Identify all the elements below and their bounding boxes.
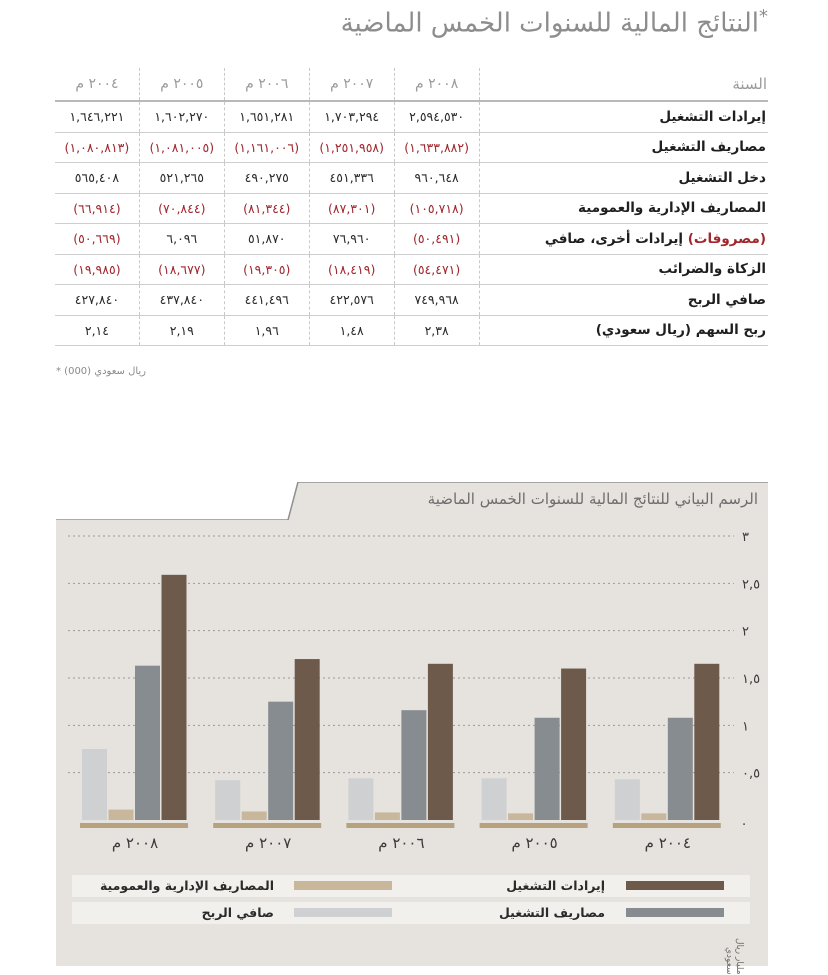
table-cell: ١,٦٤٦,٢٢١ [55, 101, 139, 132]
category-baseline [480, 823, 588, 828]
bar-opex [401, 710, 426, 820]
legend-item-revenue [450, 875, 750, 897]
table-row [55, 132, 768, 163]
table-row [55, 315, 768, 346]
legend-swatch-ga [294, 881, 392, 890]
table-cell: (١,١٦١,٠٠٦) [224, 132, 309, 163]
legend-label-ga: المصاريف الإدارية والعمومية [99, 878, 274, 893]
y-tick-label: ١ [742, 719, 749, 735]
bar-ga [375, 812, 400, 820]
legend-label-opex: مصاريف التشغيل [499, 905, 605, 920]
header-year-2008: ٢٠٠٨ م [394, 68, 479, 101]
row-label [479, 285, 768, 316]
page-title [341, 6, 768, 39]
table-cell: ٧٦,٩٦٠ [309, 224, 394, 255]
header-year-2007: ٢٠٠٧ م [309, 68, 394, 101]
row-label [479, 132, 768, 163]
table-header-row [55, 68, 768, 101]
y-tick-label: ٠,٥ [742, 766, 761, 782]
x-category-label: ٢٠٠٦ م [378, 834, 425, 852]
table-cell: ٧٤٩,٩٦٨ [394, 285, 479, 316]
row-label [479, 254, 768, 285]
table-cell: (١٨,٦٧٧) [139, 254, 224, 285]
bar-net [615, 779, 640, 820]
chart-panel [56, 482, 768, 975]
bar-rev [295, 659, 320, 820]
legend-label-net: صافي الربح [201, 905, 274, 920]
table-cell: ٢,١٤ [55, 315, 139, 346]
table-row [55, 224, 768, 255]
table-cell: ٥١,٨٧٠ [224, 224, 309, 255]
legend-item-ga [72, 875, 412, 897]
bar-ga [641, 813, 666, 820]
table-cell: ٤٢٢,٥٧٦ [309, 285, 394, 316]
table-cell: ٤٩٠,٢٧٥ [224, 163, 309, 194]
y-tick-zero: . [742, 814, 747, 829]
table-cell: (٥٠,٦٦٩) [55, 224, 139, 255]
table-cell: ٤٣٧,٨٤٠ [139, 285, 224, 316]
category-baseline [346, 823, 454, 828]
bar-rev [561, 669, 586, 820]
table-row [55, 193, 768, 224]
row-label-text: الزكاة والضرائب [658, 261, 766, 278]
table-cell: (٦٦,٩١٤) [55, 193, 139, 224]
y-tick-label: ٣ [742, 530, 749, 545]
table-cell: (١,٠٨١,٠٠٥) [139, 132, 224, 163]
bar-rev [162, 575, 187, 820]
title-asterisk: * [759, 6, 768, 27]
table-cell: ٢,٥٩٤,٥٣٠ [394, 101, 479, 132]
x-category-label: ٢٠٠٨ م [111, 834, 159, 852]
table-cell: ٥٦٥,٤٠٨ [55, 163, 139, 194]
table-cell: (١٨,٤١٩) [309, 254, 394, 285]
table-cell: ٢,١٩ [139, 315, 224, 346]
bar-rev [428, 664, 453, 820]
row-label [479, 163, 768, 194]
table-row [55, 285, 768, 316]
legend-swatch-revenue [626, 881, 724, 890]
legend-item-opex [450, 902, 750, 924]
category-baseline [80, 823, 188, 828]
category-baseline [613, 823, 721, 828]
legend-row-1 [72, 875, 750, 897]
row-label [479, 193, 768, 224]
table-cell: ٦,٠٩٦ [139, 224, 224, 255]
table-cell: ١,٧٠٣,٢٩٤ [309, 101, 394, 132]
row-label-text: المصاريف الإدارية والعمومية [578, 200, 766, 217]
table-cell: (١,٢٥١,٩٥٨) [309, 132, 394, 163]
bar-net [482, 778, 507, 820]
row-label-text: دخل التشغيل [678, 169, 766, 186]
bar-rev [694, 664, 719, 820]
table-cell: ٢,٣٨ [394, 315, 479, 346]
table-cell: (٧٠,٨٤٤) [139, 193, 224, 224]
chart-title: الرسم البياني للنتائج المالية للسنوات الخمس الماضية [427, 490, 758, 508]
legend-item-net [72, 902, 412, 924]
row-label [479, 101, 768, 132]
table-cell: ١,٩٦ [224, 315, 309, 346]
page-title-text: النتائج المالية للسنوات الخمس الماضية [340, 8, 759, 39]
table-cell: ١,٤٨ [309, 315, 394, 346]
bar-net [82, 749, 107, 820]
financial-results-table [55, 68, 768, 346]
x-category-label: ٢٠٠٧ م [245, 834, 292, 852]
row-label-prefix: (مصروفات) [687, 230, 766, 247]
table-cell: ٤٥١,٣٣٦ [309, 163, 394, 194]
table-cell: (١٩,٣٠٥) [224, 254, 309, 285]
table-cell: ٥٢١,٢٦٥ [139, 163, 224, 194]
y-tick-label: ٢ [742, 624, 749, 640]
y-tick-label: ٢,٥ [742, 577, 761, 593]
legend-label-revenue: إيرادات التشغيل [506, 878, 605, 893]
table-cell: ١,٦٥١,٢٨١ [224, 101, 309, 132]
table-cell: ٤٤١,٤٩٦ [224, 285, 309, 316]
row-label-text: صافي الربح [687, 291, 766, 308]
header-year-2004: ٢٠٠٤ م [55, 68, 139, 101]
table-cell: (١٠٥,٧١٨) [394, 193, 479, 224]
bar-ga [242, 811, 267, 820]
row-label [479, 224, 768, 255]
x-category-label: ٢٠٠٤ م [644, 834, 691, 852]
bar-ga [508, 813, 533, 820]
chart-title-bar [298, 482, 768, 520]
table-row [55, 101, 768, 132]
category-baseline [213, 823, 321, 828]
row-label [479, 315, 768, 346]
currency-note: * (000) ريال سعودي [56, 366, 147, 377]
header-year-label: السنة [479, 68, 768, 101]
y-tick-label: ١,٥ [742, 672, 761, 687]
row-label-text: إيرادات التشغيل [659, 108, 766, 125]
bar-opex [268, 702, 293, 820]
chart-area [56, 520, 768, 975]
table-cell: (٥٠,٤٩١) [394, 224, 479, 255]
table-cell: (٨١,٣٤٤) [224, 193, 309, 224]
bar-opex [535, 718, 560, 820]
bar-net [348, 778, 373, 820]
table-cell: (١٩,٩٨٥) [55, 254, 139, 285]
table-row [55, 254, 768, 285]
bar-opex [668, 718, 693, 820]
table-cell: ٩٦٠,٦٤٨ [394, 163, 479, 194]
x-category-label: ٢٠٠٥ م [511, 834, 558, 852]
row-label-text: مصاريف التشغيل [651, 139, 766, 156]
table-cell: ١,٦٠٢,٢٧٠ [139, 101, 224, 132]
legend-swatch-opex [626, 908, 724, 917]
y-axis-unit: مليار ريال سعودي [724, 938, 744, 975]
row-label-text: ربح السهم (ريال سعودي) [595, 322, 766, 339]
legend-swatch-net [294, 908, 392, 917]
table-cell: (٥٤,٤٧١) [394, 254, 479, 285]
table-cell: (١,٠٨٠,٨١٣) [55, 132, 139, 163]
bar-net [215, 780, 240, 820]
header-year-2006: ٢٠٠٦ م [224, 68, 309, 101]
table-row [55, 163, 768, 194]
bar-opex [135, 666, 160, 820]
bar-chart [56, 520, 768, 966]
table-cell: (١,٦٣٣,٨٨٢) [394, 132, 479, 163]
bar-ga [109, 810, 134, 820]
table-cell: ٤٢٧,٨٤٠ [55, 285, 139, 316]
legend-row-2 [72, 902, 750, 924]
row-label-text: إيرادات أخرى، صافي [544, 230, 688, 247]
table-cell: (٨٧,٣٠١) [309, 193, 394, 224]
header-year-2005: ٢٠٠٥ م [139, 68, 224, 101]
